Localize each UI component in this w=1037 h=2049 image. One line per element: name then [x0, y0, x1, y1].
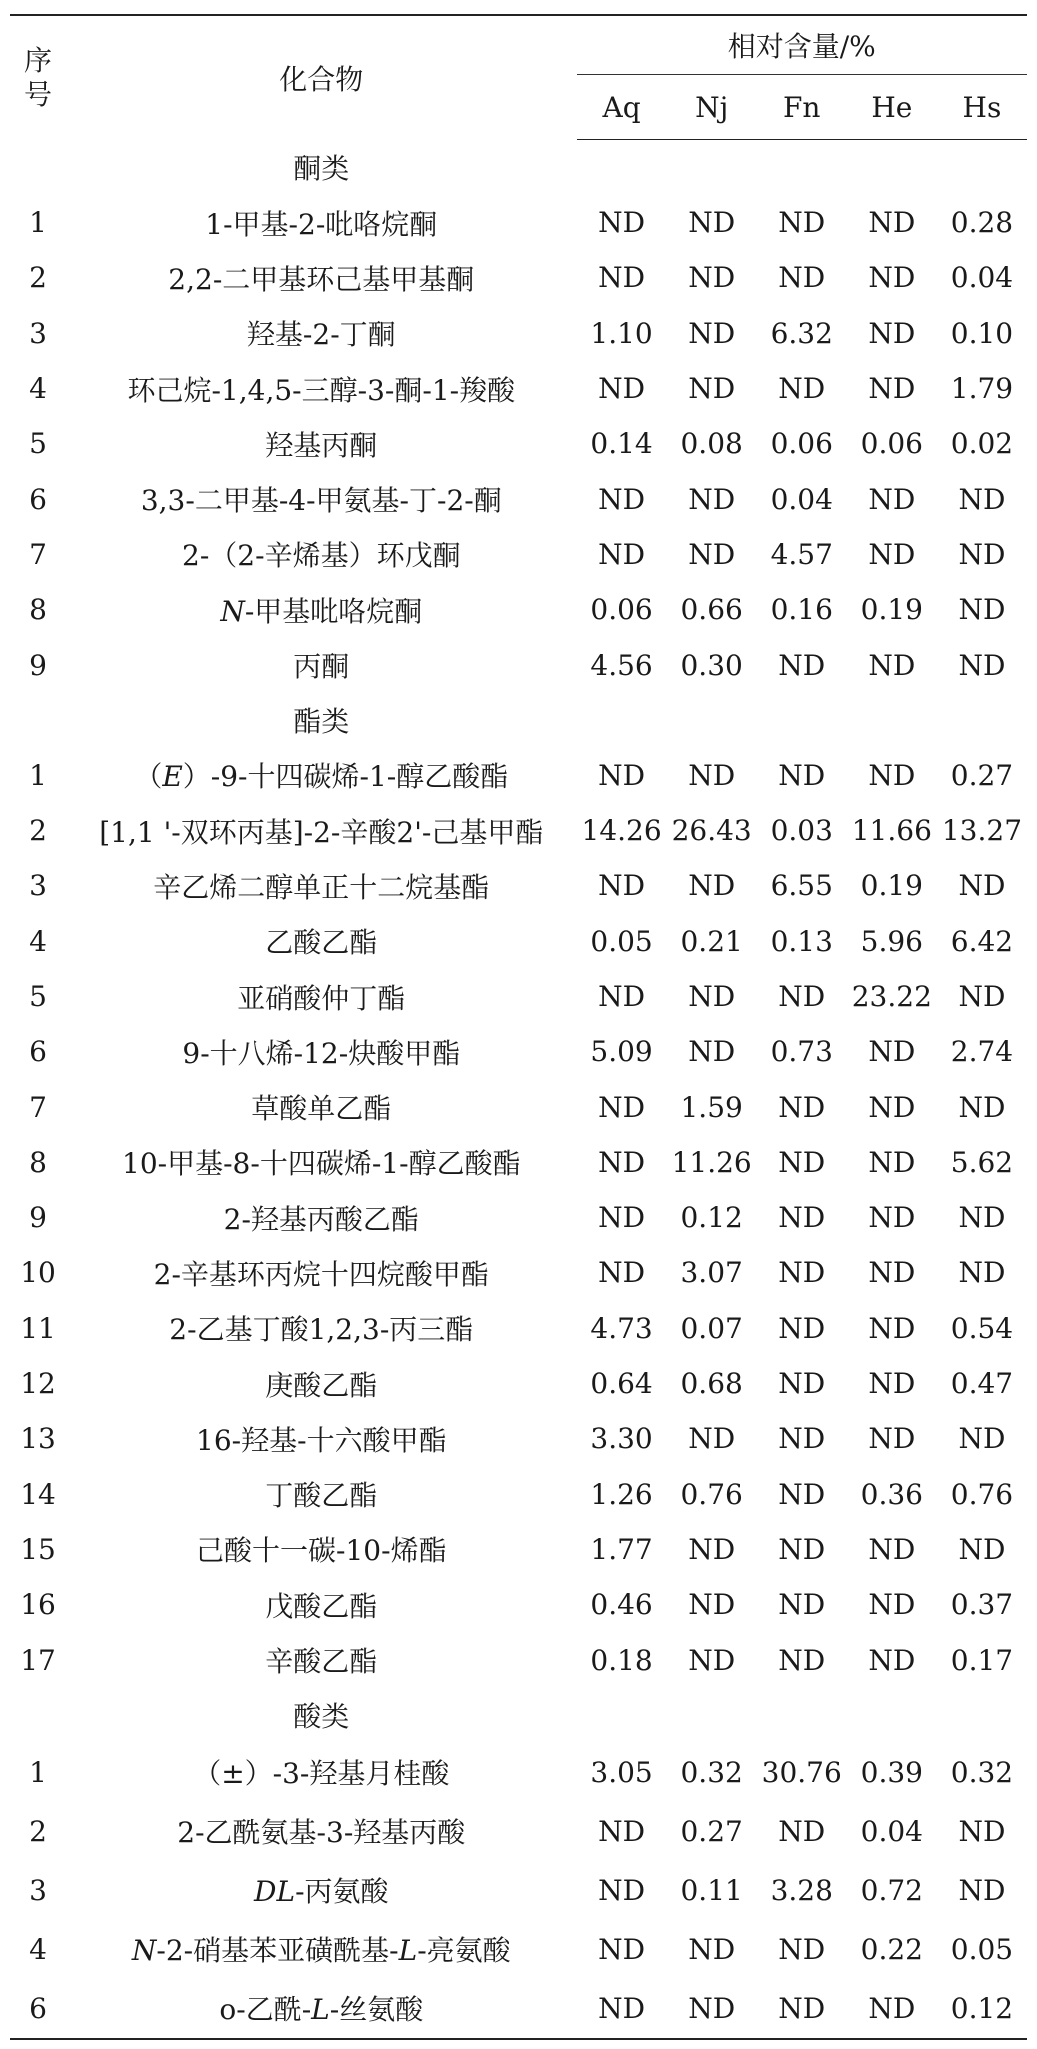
- compound-name: 亚硝酸仲丁酯: [237, 981, 406, 1015]
- value-he: ND: [868, 1311, 916, 1345]
- value-he: ND: [847, 1979, 937, 2039]
- row-index: 4: [29, 1932, 47, 1966]
- value-fn: ND: [778, 1532, 826, 1566]
- value-aq: ND: [598, 980, 646, 1013]
- value-aq: 1.77: [590, 1532, 653, 1566]
- value-fn: ND: [778, 206, 826, 240]
- value-fn: ND: [778, 1090, 826, 1124]
- table-row: [10, 1245, 1027, 1300]
- value-aq: ND: [577, 1979, 667, 2039]
- value-aq: ND: [598, 1932, 646, 1966]
- compound-name: 庚酸乙酯: [265, 1368, 378, 1402]
- value-hs: ND: [958, 1256, 1006, 1290]
- value-he: 0.22: [860, 1932, 923, 1966]
- table-row: [10, 1024, 1027, 1079]
- row-index: 8: [29, 593, 47, 627]
- row-index: 8: [29, 1145, 47, 1179]
- value-aq: 5.09: [590, 1035, 653, 1069]
- value-he: ND: [868, 1256, 916, 1290]
- value-fn: ND: [778, 1256, 826, 1290]
- value-fn: ND: [778, 648, 826, 682]
- row-index: 3: [29, 1873, 47, 1907]
- value-hs: ND: [958, 1201, 1006, 1235]
- category-empty-cell: [937, 140, 1027, 196]
- compound-content-table: [10, 14, 1027, 2040]
- value-aq: ND: [598, 372, 646, 406]
- value-he: ND: [868, 1090, 916, 1124]
- value-fn: 0.06: [770, 427, 833, 461]
- value-fn: 6.55: [770, 869, 833, 903]
- value-aq: 3.30: [590, 1422, 653, 1456]
- table-row: [10, 1467, 1027, 1522]
- value-aq: 1.10: [590, 316, 653, 350]
- value-aq: 4.73: [590, 1311, 653, 1345]
- value-fn: ND: [778, 1367, 826, 1401]
- compound-name: （E）-9-十四碳烯-1-醇乙酸酯: [134, 760, 509, 794]
- value-hs: 0.10: [950, 316, 1014, 350]
- value-nj: ND: [688, 1532, 736, 1566]
- compound-name: 2-羟基丙酸乙酯: [223, 1202, 419, 1236]
- compound-name: 2-乙酰氨基-3-羟基丙酸: [177, 1816, 466, 1850]
- row-index: 4: [29, 372, 47, 406]
- value-fn: ND: [778, 758, 826, 792]
- value-he: 0.19: [860, 869, 923, 903]
- value-nj: 0.12: [680, 1201, 743, 1235]
- value-hs: ND: [958, 537, 1006, 571]
- value-nj: ND: [688, 1643, 736, 1677]
- category-empty-cell: [847, 140, 937, 196]
- value-hs: ND: [958, 1422, 1006, 1456]
- value-aq: 0.64: [590, 1367, 653, 1401]
- value-aq: ND: [598, 1201, 646, 1235]
- table-row: [10, 1522, 1027, 1577]
- value-nj: ND: [688, 1035, 736, 1069]
- compound-name: 辛乙烯二醇单正十二烷基酯: [153, 870, 490, 904]
- value-fn: ND: [778, 1311, 826, 1345]
- value-fn: ND: [778, 1932, 826, 1966]
- table-row: [10, 250, 1027, 305]
- category-empty-cell: [847, 693, 937, 748]
- value-he: ND: [868, 316, 916, 350]
- value-aq: ND: [598, 1256, 646, 1290]
- table-row: [10, 1356, 1027, 1411]
- value-fn: ND: [778, 1814, 826, 1848]
- table-row: [10, 969, 1027, 1024]
- category-title: 酯类: [293, 705, 350, 739]
- header-col-aq: Aq: [577, 75, 667, 140]
- row-index: 5: [29, 427, 47, 461]
- value-hs: 0.12: [937, 1979, 1027, 2039]
- value-he: ND: [868, 261, 916, 295]
- table-row: [10, 1577, 1027, 1632]
- category-spacer: [10, 1688, 66, 1743]
- value-nj: ND: [688, 1932, 736, 1966]
- value-he: ND: [868, 1367, 916, 1401]
- value-he: 0.36: [860, 1477, 923, 1511]
- row-index: 9: [29, 1201, 47, 1235]
- header-relative-content: 相对含量/%: [577, 15, 1027, 75]
- value-aq: ND: [598, 537, 646, 571]
- row-index: 3: [29, 869, 47, 903]
- row-index: 7: [29, 1090, 47, 1124]
- category-row: [10, 140, 1027, 196]
- value-fn: 6.32: [770, 316, 833, 350]
- compound-name: 羟基-2-丁酮: [246, 318, 396, 352]
- table-row: [10, 1979, 1027, 2039]
- compound-name: 16-羟基-十六酸甲酯: [196, 1423, 447, 1457]
- value-he: 0.72: [860, 1873, 923, 1907]
- category-spacer: [10, 140, 66, 196]
- row-index: 10: [20, 1256, 56, 1290]
- table-row: [10, 1190, 1027, 1245]
- value-aq: 0.18: [590, 1643, 653, 1677]
- value-hs: 0.32: [950, 1755, 1014, 1789]
- table-row: [10, 748, 1027, 803]
- value-hs: 0.05: [950, 1932, 1014, 1966]
- compound-name: 乙酸乙酯: [265, 926, 378, 960]
- compound-name: 辛酸乙酯: [265, 1645, 378, 1679]
- value-fn: ND: [778, 372, 826, 406]
- category-row: [10, 693, 1027, 748]
- table-row: [10, 1079, 1027, 1134]
- value-he: 5.96: [860, 924, 923, 958]
- compound-name: 羟基丙酮: [265, 428, 378, 462]
- value-hs: 0.04: [950, 261, 1014, 295]
- value-aq: 0.06: [590, 593, 653, 627]
- row-index: 2: [29, 1814, 47, 1848]
- value-aq: 0.05: [590, 924, 653, 958]
- value-he: ND: [868, 206, 916, 240]
- row-index: 3: [29, 316, 47, 350]
- value-aq: ND: [598, 1090, 646, 1124]
- value-nj: 11.26: [671, 1145, 752, 1179]
- value-nj: ND: [688, 869, 736, 903]
- value-hs: ND: [958, 869, 1006, 903]
- value-nj: 0.11: [680, 1873, 743, 1907]
- value-aq: 0.14: [590, 427, 653, 461]
- table-row: [10, 1135, 1027, 1190]
- value-aq: 3.05: [590, 1755, 653, 1789]
- value-nj: ND: [688, 261, 736, 295]
- value-fn: 4.57: [770, 537, 833, 571]
- value-aq: 4.56: [590, 648, 653, 682]
- value-hs: 0.17: [950, 1643, 1014, 1677]
- row-index: 2: [29, 814, 47, 848]
- value-fn: ND: [778, 1422, 826, 1456]
- value-hs: ND: [958, 593, 1006, 627]
- value-hs: ND: [958, 1814, 1006, 1848]
- row-index: 1: [29, 1755, 47, 1789]
- category-empty-cell: [937, 693, 1027, 748]
- category-empty-cell: [937, 1688, 1027, 1743]
- value-he: ND: [868, 648, 916, 682]
- value-hs: 2.74: [950, 1035, 1014, 1069]
- row-index: 9: [29, 648, 47, 682]
- compound-name: 丙酮: [293, 650, 350, 684]
- table-row: [10, 1301, 1027, 1356]
- table-row: [10, 803, 1027, 858]
- value-nj: 0.30: [680, 648, 743, 682]
- value-hs: 1.79: [950, 372, 1014, 406]
- value-fn: ND: [778, 1145, 826, 1179]
- value-he: 0.39: [860, 1755, 923, 1789]
- category-empty-cell: [577, 1688, 667, 1743]
- value-nj: ND: [688, 206, 736, 240]
- row-index: 5: [29, 980, 47, 1013]
- row-index: 12: [20, 1367, 56, 1401]
- value-aq: ND: [598, 1145, 646, 1179]
- value-nj: ND: [688, 537, 736, 571]
- value-fn: ND: [778, 1588, 826, 1622]
- value-nj: 1.59: [680, 1090, 743, 1124]
- table-row: [10, 361, 1027, 416]
- table-row: [10, 471, 1027, 526]
- table-row: [10, 1802, 1027, 1861]
- value-aq: ND: [598, 206, 646, 240]
- value-nj: 0.32: [680, 1755, 743, 1789]
- value-nj: ND: [688, 1422, 736, 1456]
- value-hs: 0.28: [950, 206, 1014, 240]
- category-empty-cell: [577, 140, 667, 196]
- value-he: 23.22: [851, 980, 932, 1013]
- value-he: 0.06: [860, 427, 923, 461]
- compound-name: DL-丙氨酸: [254, 1875, 389, 1909]
- value-aq: 1.26: [590, 1477, 653, 1511]
- category-title: 酸类: [293, 1700, 350, 1734]
- value-hs: 0.37: [950, 1588, 1014, 1622]
- value-he: 11.66: [851, 814, 932, 848]
- value-nj: ND: [667, 1979, 757, 2039]
- value-aq: ND: [598, 261, 646, 295]
- row-index: 15: [20, 1532, 56, 1566]
- table-row: [10, 1411, 1027, 1466]
- value-fn: 0.13: [770, 924, 833, 958]
- table-row: [10, 195, 1027, 250]
- compound-name: 9-十八烯-12-炔酸甲酯: [182, 1036, 461, 1070]
- value-nj: 0.68: [680, 1367, 743, 1401]
- header-col-fn: Fn: [757, 75, 847, 140]
- value-nj: 0.27: [680, 1814, 743, 1848]
- compound-name: 2-辛基环丙烷十四烷酸甲酯: [153, 1257, 489, 1291]
- value-hs: ND: [958, 1873, 1006, 1907]
- value-he: ND: [868, 482, 916, 516]
- value-fn: ND: [778, 261, 826, 295]
- compound-name: [1,1 '-双环丙基]-2-辛酸2'-己基甲酯: [99, 815, 544, 849]
- compound-name: 2-（2-辛烯基）环戊酮: [182, 539, 461, 573]
- row-index: 17: [20, 1643, 56, 1677]
- row-index: 4: [29, 924, 47, 958]
- category-empty-cell: [667, 1688, 757, 1743]
- table-row: [10, 527, 1027, 582]
- value-he: ND: [868, 372, 916, 406]
- value-hs: ND: [958, 1532, 1006, 1566]
- category-empty-cell: [667, 140, 757, 196]
- table-body: [10, 140, 1027, 2039]
- compound-name: 2,2-二甲基环己基甲基酮: [168, 262, 475, 296]
- table-header: [10, 15, 1027, 140]
- value-fn: 0.73: [770, 1035, 833, 1069]
- category-title: 酮类: [293, 152, 350, 186]
- value-aq: ND: [598, 1814, 646, 1848]
- table-row: [10, 1632, 1027, 1687]
- value-nj: ND: [688, 372, 736, 406]
- table-row: [10, 416, 1027, 471]
- value-fn: ND: [757, 1979, 847, 2039]
- value-nj: 0.21: [680, 924, 743, 958]
- compound-name: N-甲基吡咯烷酮: [220, 594, 423, 628]
- value-nj: 0.07: [680, 1311, 743, 1345]
- row-index: 6: [10, 1979, 66, 2039]
- header-col-hs: Hs: [937, 75, 1027, 140]
- compound-name: 戊酸乙酯: [265, 1589, 378, 1623]
- value-he: ND: [868, 1145, 916, 1179]
- category-empty-cell: [667, 693, 757, 748]
- value-he: ND: [868, 537, 916, 571]
- row-index: 11: [20, 1311, 56, 1345]
- value-hs: 5.62: [950, 1145, 1014, 1179]
- value-he: 0.19: [860, 593, 923, 627]
- compound-name: （±）-3-羟基月桂酸: [193, 1757, 450, 1791]
- value-fn: 30.76: [761, 1755, 842, 1789]
- value-fn: ND: [778, 1201, 826, 1235]
- value-he: ND: [868, 1201, 916, 1235]
- header-col-he: He: [847, 75, 937, 140]
- value-he: ND: [868, 1532, 916, 1566]
- value-nj: ND: [688, 316, 736, 350]
- category-spacer: [10, 693, 66, 748]
- row-index: 16: [20, 1588, 56, 1622]
- table-row: [10, 1743, 1027, 1802]
- value-fn: ND: [778, 1477, 826, 1511]
- value-hs: 6.42: [950, 924, 1014, 958]
- value-aq: ND: [598, 1873, 646, 1907]
- compound-name: 1-甲基-2-吡咯烷酮: [205, 207, 438, 241]
- compound-name: 2-乙基丁酸1,2,3-丙三酯: [169, 1313, 474, 1347]
- compound-name: 3,3-二甲基-4-甲氨基-丁-2-酮: [140, 484, 502, 518]
- row-index: 14: [20, 1477, 56, 1511]
- value-nj: 26.43: [671, 814, 752, 848]
- value-he: ND: [868, 1588, 916, 1622]
- compound-name: 丁酸乙酯: [265, 1479, 378, 1513]
- category-empty-cell: [757, 1688, 847, 1743]
- category-row: [10, 1688, 1027, 1743]
- value-fn: 0.04: [770, 482, 833, 516]
- row-index: 1: [29, 206, 47, 240]
- compound-name: 环己烷-1,4,5-三醇-3-酮-1-羧酸: [127, 373, 516, 407]
- value-nj: 0.66: [680, 593, 743, 627]
- value-fn: ND: [778, 1643, 826, 1677]
- value-he: ND: [868, 1643, 916, 1677]
- table-row: [10, 1861, 1027, 1920]
- table-row: [10, 858, 1027, 913]
- value-aq: ND: [598, 758, 646, 792]
- row-index: 6: [29, 1035, 47, 1069]
- value-nj: ND: [688, 482, 736, 516]
- value-hs: ND: [958, 648, 1006, 682]
- value-he: ND: [868, 1422, 916, 1456]
- value-nj: ND: [688, 980, 736, 1013]
- value-fn: 0.03: [770, 814, 833, 848]
- category-empty-cell: [577, 693, 667, 748]
- value-hs: 0.76: [950, 1477, 1014, 1511]
- table-row: [10, 1920, 1027, 1979]
- compound-name: 10-甲基-8-十四碳烯-1-醇乙酸酯: [122, 1147, 521, 1181]
- value-hs: 0.54: [950, 1311, 1014, 1345]
- table-row: [10, 637, 1027, 692]
- table-row: [10, 582, 1027, 637]
- value-nj: ND: [688, 758, 736, 792]
- value-hs: 13.27: [941, 814, 1023, 848]
- category-empty-cell: [757, 140, 847, 196]
- value-nj: 0.08: [680, 427, 743, 461]
- compound-name: N-2-硝基苯亚磺酰基-L-亮氨酸: [131, 1934, 511, 1968]
- value-he: 0.04: [860, 1814, 923, 1848]
- row-index: 13: [20, 1422, 56, 1456]
- row-index: 7: [29, 537, 47, 571]
- value-he: ND: [868, 1035, 916, 1069]
- value-fn: 0.16: [770, 593, 833, 627]
- table-row: [10, 306, 1027, 361]
- row-index: 1: [29, 758, 47, 792]
- header-index: 序 号: [10, 15, 66, 140]
- compound-name: 草酸单乙酯: [251, 1092, 392, 1126]
- value-nj: 0.76: [680, 1477, 743, 1511]
- header-col-nj: Nj: [667, 75, 757, 140]
- header-compound: 化合物: [66, 15, 577, 140]
- row-index: 2: [29, 261, 47, 295]
- category-empty-cell: [847, 1688, 937, 1743]
- table-row: [10, 914, 1027, 969]
- value-nj: 3.07: [680, 1256, 743, 1290]
- value-he: ND: [868, 758, 916, 792]
- value-fn: ND: [778, 980, 826, 1013]
- value-hs: ND: [958, 1090, 1006, 1124]
- category-empty-cell: [757, 693, 847, 748]
- row-index: 6: [29, 482, 47, 516]
- compound-name: 己酸十一碳-10-烯酯: [196, 1534, 447, 1568]
- value-hs: 0.02: [950, 427, 1014, 461]
- value-aq: 14.26: [581, 814, 662, 848]
- value-aq: ND: [598, 482, 646, 516]
- compound-name: o-乙酰-L-丝氨酸: [66, 1979, 577, 2039]
- value-hs: 0.27: [950, 758, 1014, 792]
- value-aq: ND: [598, 869, 646, 903]
- value-aq: 0.46: [590, 1588, 653, 1622]
- value-hs: ND: [958, 980, 1006, 1013]
- value-fn: 3.28: [770, 1873, 833, 1907]
- value-nj: ND: [688, 1588, 736, 1622]
- value-hs: ND: [958, 482, 1006, 516]
- value-hs: 0.47: [950, 1367, 1014, 1401]
